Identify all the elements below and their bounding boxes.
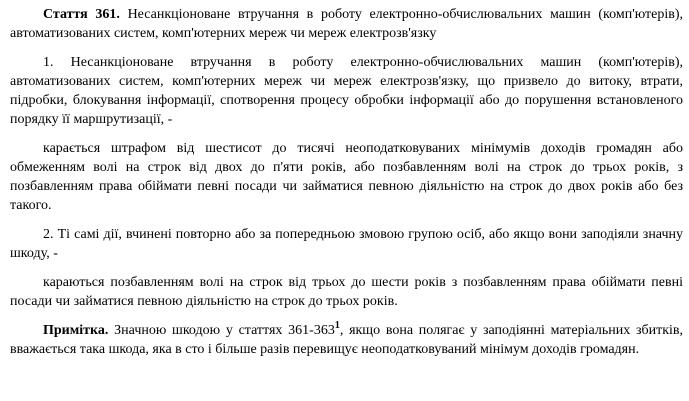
spacer xyxy=(10,43,683,53)
note-paragraph xyxy=(10,321,683,359)
spacer xyxy=(10,311,683,321)
paragraph-part-2: 2. Ті самі дії, вчинені повторно або за попередньою змовою групою осіб, або якщо вони заподіяли значну шкоду, - xyxy=(10,227,683,261)
note-superscript: 1 xyxy=(334,320,340,331)
note-text-before: Значною шкодою у статтях 361-363 xyxy=(114,323,335,338)
paragraph-sanction-2: караються позбавленням волі на строк від трьох до шести років з позбавленням права обіймати певні посади чи займатися певною діяльністю на строк до трьох років. xyxy=(10,275,683,309)
spacer xyxy=(10,129,683,139)
spacer xyxy=(10,215,683,225)
paragraph-sanction-1: карається штрафом від шестисот до тисячі неоподатковуваних мінімумів доходів громадян або обмеженням волі на строк від двох до п'яти років, або позбавленням волі на строк до трьох років, з позбавленням права обіймати певні посади чи займатися певною діяльністю на строк до двох років або без такого. xyxy=(10,141,683,213)
spacer xyxy=(10,263,683,273)
article-number: Стаття 361. xyxy=(43,7,120,22)
note-text-after: , якщо вона полягає у заподіянні матеріальних збитків, вважається така шкода, яка в сто і більше разів перевищує неоподатковуваний мінімум доходів громадян. xyxy=(10,323,684,357)
article-title: Несанкціоноване втручання в роботу електронно-обчислювальних машин (комп'ютерів), автоматизованих систем, комп'ютерних мереж чи мереж електрозв'язку xyxy=(10,7,683,41)
note-label: Примітка. xyxy=(43,323,109,338)
article-heading xyxy=(10,5,683,43)
paragraph-part-1: 1. Несанкціоноване втручання в роботу електронно-обчислювальних машин (комп'ютерів), автоматизованих систем, комп'ютерних мереж чи мереж електрозв'язку, що призвело до витоку, втрати, підробки, блокування інформації, спотворення процесу обробки інформації або до порушення встановленого порядку її маршрутизації, - xyxy=(10,55,683,127)
